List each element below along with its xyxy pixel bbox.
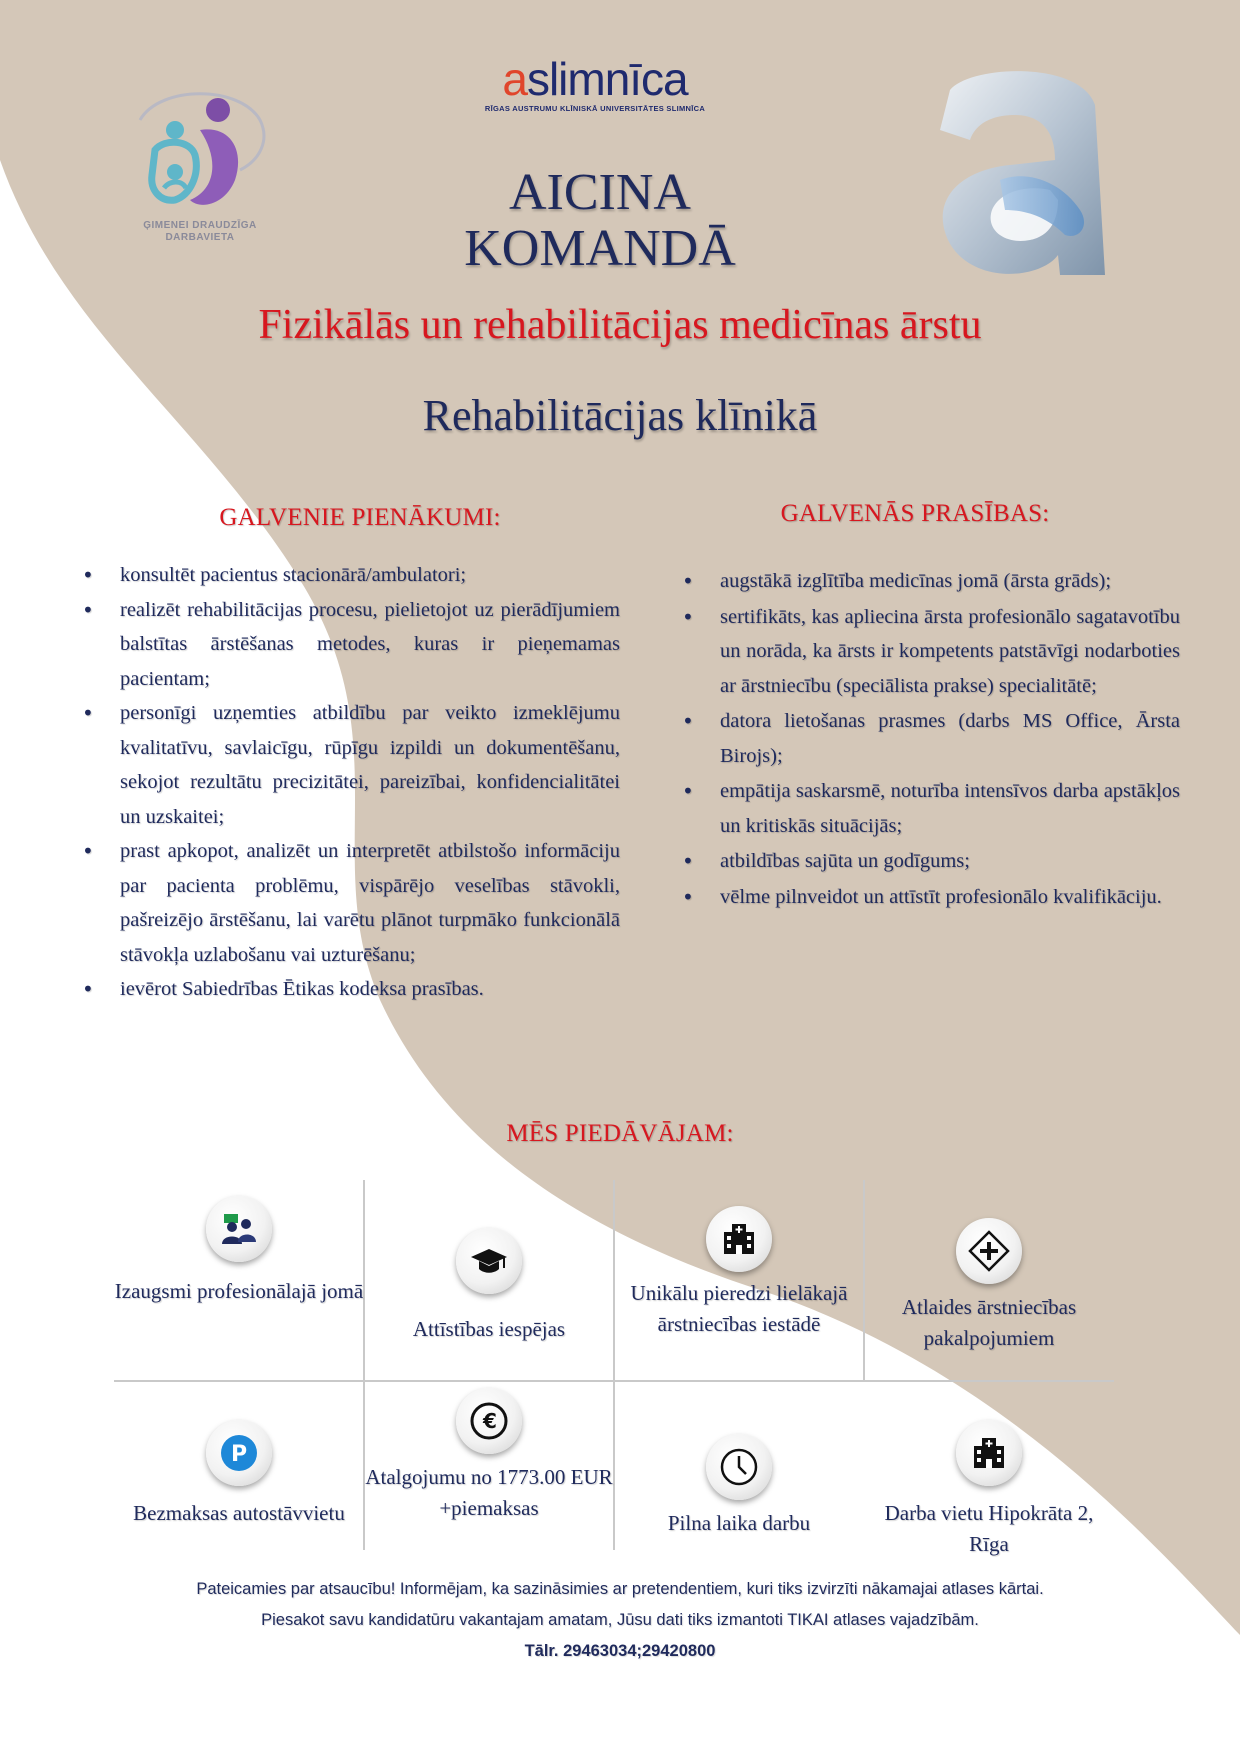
- offer-item: [364, 1388, 614, 1524]
- list-item: • sertifikāts, kas apliecina ārsta profesionālo sagatavotību un norāda, ka ārsts ir kompetents patstāvīgi nodarboties ar ārstniecību (speciālista prakse) specialitātē;: [680, 600, 1180, 704]
- offer-label: Atalgojumu no 1773.00 EUR +piemaksas: [365, 1465, 613, 1520]
- duties-title: GALVENIE PIENĀKUMI:: [219, 504, 501, 531]
- offer-grid: [114, 1180, 1114, 1556]
- team-icon: [206, 1196, 272, 1262]
- medical-cross-icon: [956, 1218, 1022, 1284]
- offer-label: Pilna laika darbu: [667, 1511, 811, 1535]
- requirements-title: GALVENĀS PRASĪBAS:: [780, 500, 1050, 527]
- offer-label: Bezmaksas autostāvvietu: [133, 1501, 345, 1525]
- offer-label: Atlaides ārstniecības pakalpojumiem: [901, 1295, 1077, 1350]
- offer-title: MĒS PIEDĀVĀJAM:: [506, 1120, 734, 1147]
- offer-label: Unikālu pieredzi lielākajā ārstniecības iestādē: [630, 1281, 848, 1336]
- svg-text:€: €: [483, 1409, 497, 1433]
- list-item: • ievērot Sabiedrības Ētikas kodeksa prasības.: [80, 972, 620, 1007]
- family-logo-icon: [120, 80, 280, 220]
- requirements-list: [680, 564, 1180, 915]
- clinic-title: Rehabilitācijas klīnikā: [422, 391, 818, 440]
- brand-letter: a: [502, 53, 527, 105]
- duties-list: [80, 558, 620, 1007]
- letter-a-graphic-icon: [930, 60, 1120, 280]
- footer-note: [60, 1574, 1180, 1667]
- footer-line2: Piesakot savu kandidatūru vakantajam amatam, Jūsu dati tiks izmantoti TIKAI atlases vajadzībām.: [261, 1611, 979, 1629]
- offer-item: [864, 1218, 1114, 1354]
- svg-text:P: P: [230, 1442, 248, 1467]
- list-item: • konsultēt pacientus stacionārā/ambulatori;: [80, 558, 620, 593]
- list-item: • augstākā izglītība medicīnas jomā (ārsta grāds);: [680, 564, 1180, 599]
- offer-item: [114, 1196, 364, 1307]
- grid-divider: [114, 1380, 1114, 1382]
- invite-heading: [380, 165, 820, 277]
- invite-line1: AICINA: [509, 164, 691, 221]
- family-caption-line2: DARBAVIETA: [165, 232, 235, 243]
- offer-item: [364, 1228, 614, 1345]
- brand-logo: [470, 53, 720, 116]
- offer-item: [614, 1206, 864, 1340]
- decorative-letter-a: [930, 60, 1120, 280]
- list-item: • empātija saskarsmē, noturība intensīvos darba apstākļos un kritiskās situācijās;: [680, 774, 1180, 843]
- list-item: • personīgi uzņemties atbildību par veikto izmeklējumu kvalitatīvu, savlaicīgu, rūpīgu izpildi un dokumentēšanu, sekojot rezultātu precizitātei, pareizībai, konfidencialitātei un uzskaitei;: [80, 696, 620, 834]
- offer-label: Darba vietu Hipokrāta 2, Rīga: [884, 1501, 1094, 1556]
- clock-icon: [706, 1434, 772, 1500]
- brand-subtitle: RĪGAS AUSTRUMU KLĪNISKĀ UNIVERSITĀTES SLIMNĪCA: [484, 104, 706, 113]
- position-title: Fizikālās un rehabilitācijas medicīnas ārstu: [258, 302, 982, 348]
- offer-item: [614, 1434, 864, 1539]
- footer-line1: Pateicamies par atsaucību! Informējam, ka sazināsimies ar pretendentiem, kuri tiks izvirzīti nākamajai atlases kārtai.: [196, 1580, 1044, 1598]
- euro-icon: [456, 1388, 522, 1454]
- offer-label: Izaugsmi profesionālajā jomā: [114, 1279, 364, 1303]
- list-item: • prast apkopot, analizēt un interpretēt atbilstošo informāciju par pacienta problēmu, vispārējo veselības stāvokli, pašreizējo ārstēšanu, lai varētu plānot turpmāko funkcionālā stāvokļa uzlabošanu vai uzturēšanu;: [80, 834, 620, 972]
- list-item: • atbildības sajūta un godīgums;: [680, 844, 1180, 879]
- graduation-cap-icon: [456, 1228, 522, 1294]
- family-caption-line1: ĢIMENEI DRAUDZĪGA: [143, 220, 257, 231]
- brand-name: slimnīca: [526, 53, 688, 105]
- invite-line2: KOMANDĀ: [464, 220, 736, 277]
- hospital-icon: [706, 1206, 772, 1272]
- list-item: • realizēt rehabilitācijas procesu, pielietojot uz pierādījumiem balstītas ārstēšanas metodes, kuras ir pieņemamas pacientam;: [80, 593, 620, 697]
- offer-item: [864, 1420, 1114, 1560]
- list-item: • datora lietošanas prasmes (darbs MS Office, Ārsta Birojs);: [680, 704, 1180, 773]
- hospital-icon: [956, 1420, 1022, 1486]
- contact-phone: Tālr. 29463034;29420800: [524, 1642, 716, 1660]
- offer-label: Attīstības iespējas: [412, 1317, 566, 1341]
- offer-item: [114, 1420, 364, 1529]
- parking-icon: [206, 1420, 272, 1486]
- family-friendly-logo: [120, 80, 280, 260]
- list-item: • vēlme pilnveidot un attīstīt profesionālo kvalifikāciju.: [680, 880, 1180, 915]
